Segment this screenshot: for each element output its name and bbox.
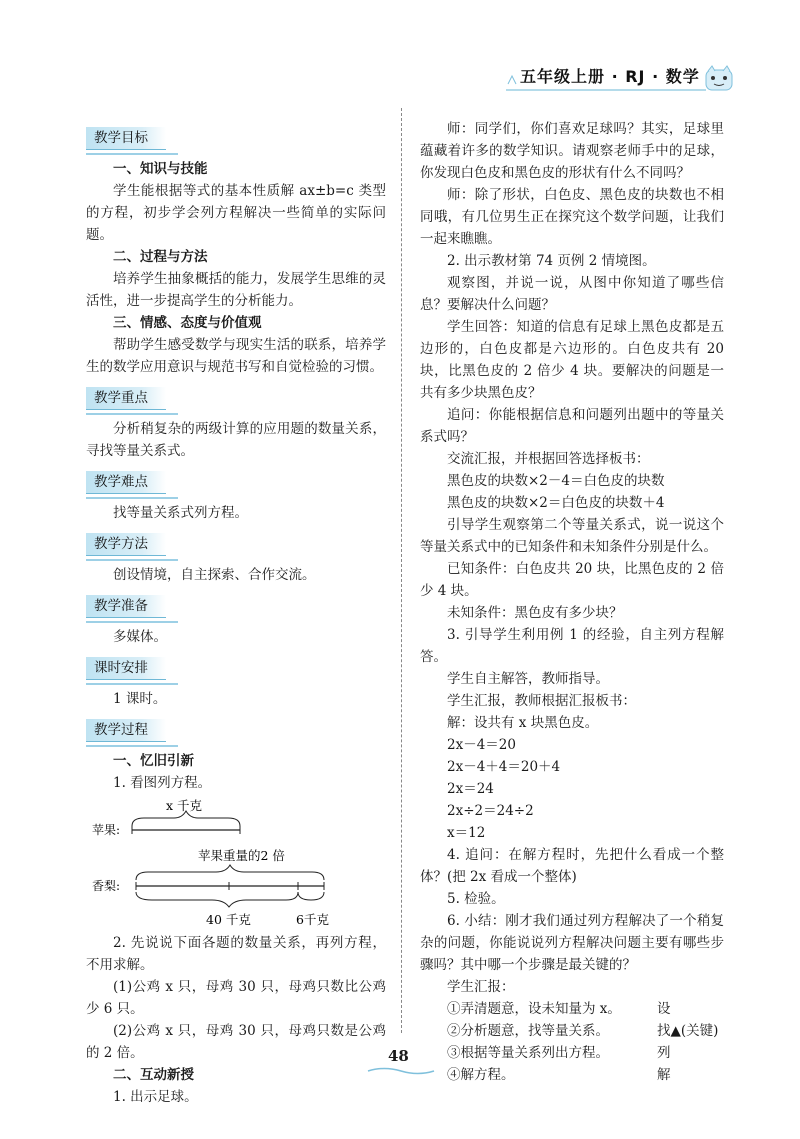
step-key: 设 [657, 1001, 671, 1017]
step-key: 找▲(关键) [657, 1023, 719, 1039]
paragraph: 1 课时。 [113, 691, 167, 707]
text-line: x＝12 [447, 825, 486, 841]
paragraph: 培养学生抽象概括的能力，发展学生思维的灵活性，进一步提高学生的分析能力。 [86, 271, 386, 309]
section-heading [86, 595, 386, 619]
subheading: 二、过程与方法 [113, 249, 208, 265]
section-heading [86, 657, 386, 681]
section-heading-label: 教学难点 [86, 471, 166, 494]
section-heading [86, 127, 386, 151]
paragraph: 帮助学生感受数学与现实生活的联系，培养学生的数学应用意识与规范书写和自觉检验的习惯。 [86, 337, 386, 375]
subheading: 三、情感、态度与价值观 [113, 315, 262, 331]
section-heading [86, 387, 386, 411]
text-line: 学生汇报： [447, 979, 515, 995]
six-kg-label: 6千克 [296, 912, 329, 927]
page-number-decoration [366, 1066, 436, 1076]
paragraph: 创设情境，自主探索、合作交流。 [113, 567, 316, 583]
six-brace [298, 892, 324, 900]
x-kg-label: x 千克 [166, 798, 203, 813]
paragraph: 多媒体。 [113, 629, 167, 645]
step-key: 解 [657, 1067, 671, 1083]
page-number: 48 [388, 1047, 409, 1065]
text-line: 2x－4＋4＝20＋4 [447, 759, 561, 775]
paragraph: 观察图，并说一说，从图中你知道了哪些信息？要解决什么问题？ [420, 275, 724, 313]
text-line: 黑色皮的块数×2＝白色皮的块数＋4 [447, 495, 665, 511]
paragraph: 未知条件：黑色皮有多少块？ [447, 605, 623, 621]
step-row [420, 998, 724, 1020]
apple-label: 苹果: [92, 823, 121, 837]
page-header [500, 60, 750, 90]
paragraph: 学生能根据等式的基本性质解 ax±b=c 类型的方程，初步学会列方程解决一些简单的实际问题。 [86, 183, 386, 243]
subheading: 二、互动新授 [113, 1067, 194, 1083]
text-line: 2x＝24 [447, 781, 494, 797]
right-column [420, 118, 724, 1086]
step-text: ③根据等量关系列出方程。 [447, 1045, 609, 1061]
pear-label: 香梨: [92, 879, 121, 893]
step-row [420, 1020, 724, 1042]
column-divider [401, 108, 403, 1033]
step-row [420, 1064, 724, 1086]
header-title: 五年级上册 · RJ · 数学 [520, 67, 700, 86]
paragraph: 学生回答：知道的信息有足球上黑色皮都是五边形的，白色皮都是六边形的。白色皮共有 20 块，比黑色皮的 2 倍少 4 块。要解决的问题是一共有多少块黑色皮？ [420, 319, 724, 401]
paragraph: (2)公鸡 x 只，母鸡 30 只，母鸡只数是公鸡的 2 倍。 [86, 1023, 386, 1061]
step-text: ②分析题意，找等量关系。 [447, 1023, 609, 1039]
section-heading-label: 课时安排 [86, 657, 166, 680]
text-line: 学生汇报，教师根据汇报板书： [447, 693, 636, 709]
paragraph: 引导学生观察第二个等量关系式，说一说这个等量关系式中的已知条件和未知条件分别是什么。 [420, 517, 724, 555]
apple-brace [132, 811, 240, 826]
text-line: 交流汇报，并根据回答选择板书： [447, 451, 650, 467]
text-line: 解：设共有 x 块黑色皮。 [447, 715, 599, 731]
section-heading-label: 教学目标 [86, 127, 166, 150]
step-text: ④解方程。 [447, 1067, 515, 1083]
section-heading-label: 教学过程 [86, 719, 166, 742]
subheading: 一、知识与技能 [113, 161, 208, 177]
double-brace [136, 865, 324, 880]
forty-kg-label: 40 千克 [206, 912, 251, 927]
forty-brace [136, 892, 298, 907]
paragraph: 2. 出示教材第 74 页例 2 情境图。 [447, 253, 656, 269]
step-key: 列 [657, 1045, 671, 1061]
text-line: 学生自主解答，教师指导。 [447, 671, 609, 687]
apple-pear-diagram [86, 796, 386, 928]
paragraph: 4. 追问：在解方程时，先把什么看成一个整体？(把 2x 看成一个整体) [420, 847, 724, 885]
paragraph: (1)公鸡 x 只，母鸡 30 只，母鸡只数比公鸡少 6 只。 [86, 979, 386, 1017]
section-heading-label: 教学重点 [86, 387, 166, 410]
text-line: 2x÷2＝24÷2 [447, 803, 534, 819]
text-line: 2x－4＝20 [447, 737, 516, 753]
section-heading-label: 教学方法 [86, 533, 166, 556]
paragraph: 5. 检验。 [447, 891, 505, 907]
section-heading [86, 719, 386, 743]
step-row [420, 1042, 724, 1064]
paragraph: 1. 出示足球。 [113, 1089, 198, 1105]
paragraph: 追问：你能根据信息和问题列出题中的等量关系式吗？ [420, 407, 724, 445]
paragraph: 3. 引导学生利用例 1 的经验，自主列方程解答。 [420, 627, 724, 665]
text-line: 黑色皮的块数×2－4＝白色皮的块数 [447, 473, 665, 489]
paragraph: 6. 小结：刚才我们通过列方程解决了一个稍复杂的问题，你能说说列方程解决问题主要有哪些步骤吗？其中哪一个步骤是最关键的？ [420, 913, 724, 973]
section-heading-label: 教学准备 [86, 595, 166, 618]
section-heading [86, 471, 386, 495]
left-column [86, 118, 386, 1108]
subheading: 一、忆旧引新 [113, 753, 194, 769]
paragraph: 师：除了形状，白色皮、黑色皮的块数也不相同哦，有几位男生正在探究这个数学问题，让我们一起来瞧瞧。 [420, 187, 724, 247]
paragraph: 师：同学们，你们喜欢足球吗？其实，足球里蕴藏着许多的数学知识。请观察老师手中的足球，你发现白色皮和黑色皮的形状有什么不同吗？ [420, 121, 724, 181]
paragraph: 2. 先说说下面各题的数量关系，再列方程，不用求解。 [86, 935, 386, 973]
paragraph: 1. 看图列方程。 [113, 775, 212, 791]
double-label: 苹果重量的2 倍 [198, 848, 285, 863]
paragraph: 找等量关系式列方程。 [113, 505, 248, 521]
paragraph: 分析稍复杂的两级计算的应用题的数量关系，寻找等量关系式。 [86, 421, 386, 459]
step-text: ①弄清题意，设未知量为 x。 [447, 1001, 621, 1017]
section-heading [86, 533, 386, 557]
paragraph: 已知条件：白色皮共 20 块，比黑色皮的 2 倍少 4 块。 [420, 561, 724, 599]
